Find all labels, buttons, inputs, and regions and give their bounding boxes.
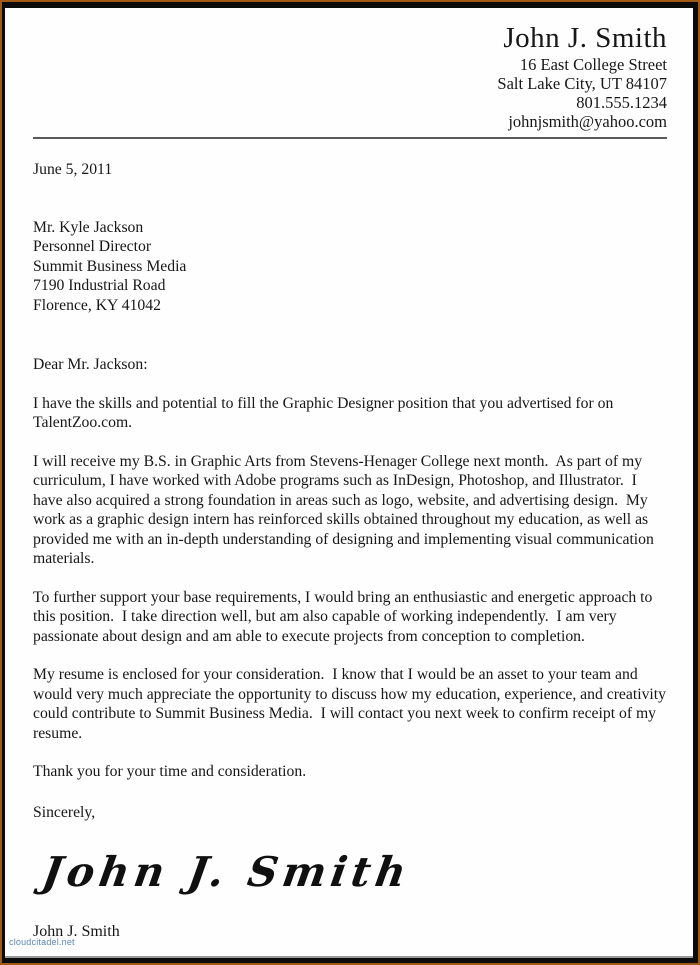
salutation: Dear Mr. Jackson: (33, 356, 148, 373)
header-divider (33, 137, 667, 139)
sender-name: John J. Smith (503, 22, 667, 54)
letter-page (2, 2, 698, 963)
recipient-title: Personnel Director (33, 238, 152, 255)
body-paragraph-3: To further support your base requirements, I would bring an enthusiastic and energetic approach to this position. I take direction well, but am also capable of working independently. I am very passionate about design and am able to execute projects from conception to completion. (33, 588, 657, 645)
thanks-line: Thank you for your time and consideration. (33, 763, 307, 780)
sender-header (33, 20, 667, 131)
body-paragraph-4: My resume is enclosed for your consideration. I know that I would be an asset to your team and would very much appreciate the opportunity to discuss how my education, experience, and creativity could contribute to Summit Business Media. I will contact you next week to confirm receipt of my resume. (33, 666, 670, 742)
handwritten-signature: John J. Smith (39, 848, 415, 896)
body-paragraph-1: I have the skills and potential to fill the Graphic Designer position that you advertised for on TalentZoo.com. (33, 394, 617, 431)
sender-address-city: Salt Lake City, UT 84107 (497, 74, 667, 93)
sender-phone: 801.555.1234 (576, 93, 667, 112)
sender-address-street: 16 East College Street (519, 55, 667, 74)
recipient-block (33, 218, 667, 316)
closing-line: Sincerely, (33, 803, 96, 821)
recipient-company: Summit Business Media (33, 257, 187, 275)
body-paragraph-2: I will receive my B.S. in Graphic Arts from Stevens-Henager College next month. As part of my curriculum, I have worked with Adobe programs such as InDesign, Photoshop, and Illustrator. I have also acquired a strong foundation in areas such as logo, website, and advertising design. My work as a graphic design intern has reinforced skills obtained throughout my education, as well as provided me with an in-depth understanding of designing and implementing visual communication materials. (33, 452, 658, 567)
recipient-name: Mr. Kyle Jackson (33, 218, 144, 236)
sender-email: johnjsmith@yahoo.com (508, 112, 667, 131)
recipient-city: Florence, KY 41042 (33, 296, 161, 314)
typed-name: John J. Smith (33, 923, 120, 940)
page-bottom-edge (5, 956, 693, 958)
letter-date: June 5, 2011 (33, 161, 113, 178)
watermark-link: cloudcitadel.net (9, 936, 75, 947)
recipient-street: 7190 Industrial Road (33, 277, 166, 294)
